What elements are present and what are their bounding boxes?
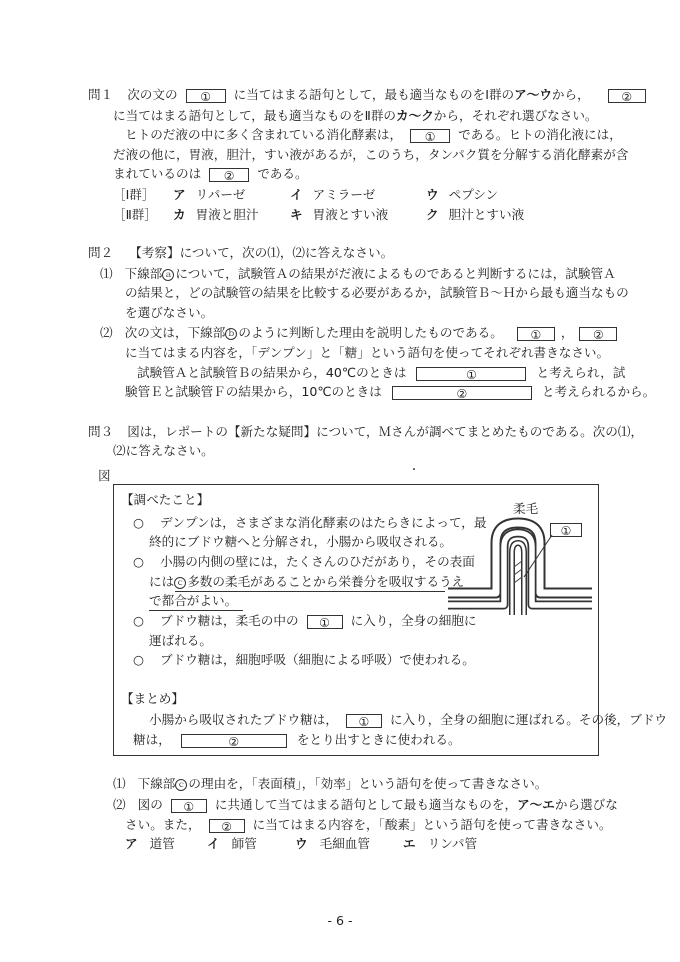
text: から， — [551, 87, 590, 102]
text: さい。また， — [125, 817, 201, 832]
sub-1-line-1 — [100, 265, 616, 283]
bullet-3-line-2: 運ばれる。 — [149, 633, 212, 648]
text: 小腸から吸収されたブドウ糖は， — [149, 712, 338, 727]
bullet-icon: ○ — [133, 515, 144, 530]
text: には — [149, 574, 175, 589]
text: の — [501, 87, 515, 102]
text: に共通して当てはまる語句として最も適当なものを， — [214, 797, 518, 812]
text: Ⅱ群 — [364, 108, 384, 123]
bullet-1-line-1 — [133, 514, 486, 532]
choice-text: 師管 — [231, 836, 257, 851]
sub-number: ⑵ — [113, 797, 126, 812]
text: から選びな — [554, 797, 618, 812]
answer-box-2: ② — [209, 819, 245, 833]
bullet-3-line-1 — [133, 612, 477, 630]
choice-item — [403, 835, 477, 853]
sub-number: ⑵ — [100, 325, 113, 340]
sub-number: ⑴ — [100, 266, 113, 281]
text: 下線部 — [137, 776, 176, 791]
choice-item — [207, 835, 257, 853]
answer-box-1: ① — [410, 129, 450, 143]
text: の — [383, 108, 397, 123]
sub-2-line-2: に当てはまる内容を，「デンプン」と「糖」という語句を使ってそれぞれ書きなさい。 — [125, 345, 610, 360]
choice-item — [290, 186, 375, 204]
bullet-icon: ○ — [133, 652, 144, 667]
choice-text: ペプシン — [448, 187, 499, 202]
sub-1 — [113, 775, 547, 793]
answer-box-2: ② — [181, 734, 287, 748]
sub-2-line-1 — [113, 796, 618, 814]
text: 糖は， — [133, 732, 171, 747]
choice-text: 毛細血管 — [319, 836, 370, 851]
question-number: 問２ — [88, 245, 114, 260]
choice-range: ア〜エ — [517, 797, 555, 812]
sub-1-line-2: の結果と，どの試験管の結果を比較する必要があるか，試験管Ｂ〜Ｈから最も適当なもの — [125, 285, 629, 300]
passage-line-2: だ液の他に，胃液，胆汁，すい液があるが，このうち，タンパク質を分解する消化酵素が含 — [113, 147, 629, 162]
choice-key: キ — [290, 207, 303, 222]
research-heading: 【調べたこと】 — [121, 492, 210, 507]
text: Ⅰ群 — [485, 87, 502, 102]
answer-box-1: ① — [171, 799, 207, 813]
text: である。 — [257, 166, 308, 181]
choice-range: ア〜ウ — [514, 87, 552, 102]
answer-box-1: ① — [186, 89, 226, 103]
text: に入り，全身の細胞に運ばれる。その後，ブドウ — [389, 712, 667, 727]
answer-box-1: ① — [550, 523, 582, 537]
villus-diagram — [440, 505, 600, 617]
choice-text: リパーゼ — [195, 187, 246, 202]
text: と考えられ，試 — [536, 365, 626, 380]
summary-heading: 【まとめ】 — [121, 691, 184, 706]
text: の理由を，「表面積」，「効率」という語句を使って書きなさい。 — [188, 776, 548, 791]
text: に当てはまる語句として，最も適当なものを — [113, 108, 365, 123]
underline — [149, 610, 243, 611]
answer-box-2: ② — [579, 327, 617, 341]
sub-2-line-1 — [100, 324, 617, 342]
text: まれているのは — [113, 166, 202, 181]
choice-text: 胃液とすい液 — [312, 207, 389, 222]
question-3-line-1 — [88, 423, 643, 441]
bullet-icon: ○ — [133, 613, 144, 628]
choice-item — [173, 206, 259, 224]
summary-line-1 — [149, 711, 667, 729]
text: ブドウ糖は，細胞呼吸（細胞による呼吸）で使われる。 — [160, 652, 475, 667]
answer-box-1: ① — [517, 327, 555, 341]
text: をとり出すときに使われる。 — [296, 732, 461, 747]
figure-label: 図 — [98, 468, 111, 483]
text: に当てはまる語句として，最も適当なものを — [233, 87, 486, 102]
choice-item — [290, 206, 388, 224]
group-2-label: ［Ⅱ群］ — [113, 207, 157, 222]
passage-line-3 — [113, 165, 308, 183]
choice-key: ウ — [426, 187, 439, 202]
choice-key: イ — [290, 187, 303, 202]
underline-mark: ｃ — [176, 577, 185, 587]
underline-mark: ｃ — [177, 779, 186, 789]
text: と考えられるから。 — [541, 384, 656, 399]
text: 図は，レポートの【新たな疑問】について，Ｍさんが調べてまとめたものである。次の⑴， — [127, 424, 644, 439]
answer-box-2: ② — [209, 168, 249, 182]
answer-box-2: ② — [392, 386, 532, 400]
answer-box-1: ① — [416, 367, 526, 381]
text: 次の文の — [127, 87, 178, 102]
choice-key: カ — [173, 207, 186, 222]
text: に当てはまる内容を，「酸素」という語句を使って書きなさい。 — [252, 817, 612, 832]
text: ， — [560, 325, 574, 340]
text: のように判断した理由を説明したものである。 — [238, 325, 503, 340]
choice-range: カ〜ク — [396, 108, 434, 123]
text: 次の文は，下線部 — [124, 325, 226, 340]
question-number: 問１ — [88, 87, 114, 102]
choice-key: ア — [173, 187, 186, 202]
sub-2-line-4 — [125, 383, 655, 401]
bullet-2-line-3: で都合がよい。 — [149, 593, 238, 608]
choice-item — [295, 835, 370, 853]
choice-key: ウ — [295, 836, 308, 851]
bullet-2-line-1 — [133, 553, 475, 571]
underline-mark: ｂ — [227, 328, 236, 338]
text: ブドウ糖は，柔毛の中の — [160, 613, 299, 628]
question-2-intro — [88, 244, 393, 262]
bullet-icon: ○ — [133, 554, 144, 569]
sub-number: ⑴ — [113, 776, 126, 791]
choice-text: 道管 — [149, 836, 175, 851]
question-number: 問３ — [88, 424, 114, 439]
text: 験管Ｅと試験管Ｆの結果から，10℃のときは — [125, 384, 382, 399]
text: 【考察】について，次の⑴，⑵に答えなさい。 — [129, 245, 394, 260]
underlined-text: 多数の柔毛があることから栄養分を吸収するうえ — [187, 574, 465, 589]
answer-box-2: ② — [608, 89, 646, 103]
underline-mark: ａ — [164, 269, 173, 279]
choice-item — [125, 835, 175, 853]
text: について，試験管Ａの結果がだ液によるものであると判断するには，試験管Ａ — [175, 266, 616, 281]
passage-line-1 — [125, 126, 622, 144]
answer-box-1: ① — [346, 714, 382, 728]
text: ヒトのだ液の中に多く含まれている消化酵素は， — [125, 127, 403, 142]
text: 下線部 — [124, 266, 163, 281]
choice-text: アミラーゼ — [312, 187, 376, 202]
text: に入り，全身の細胞に — [350, 613, 477, 628]
sub-2-line-2 — [125, 816, 612, 834]
choice-key: イ — [207, 836, 220, 851]
summary-line-2 — [133, 731, 461, 749]
text: 試験管Ａと試験管Ｂの結果から，40℃のときは — [137, 365, 407, 380]
sub-2-line-3 — [137, 364, 625, 382]
question-3-line-2: ⑵に答えなさい。 — [113, 443, 214, 458]
page-number: - 6 - — [327, 913, 353, 928]
text: である。ヒトの消化液には， — [458, 127, 622, 142]
choice-item — [426, 206, 524, 224]
choice-text: 胃液と胆汁 — [195, 207, 259, 222]
bullet-2-line-2 — [149, 573, 464, 591]
group-1-label: ［Ⅰ群］ — [113, 187, 155, 202]
bullet-4 — [133, 651, 475, 669]
question-1-line-1 — [88, 86, 646, 104]
text: 図の — [137, 797, 163, 812]
text: 小腸の内側の壁には，たくさんのひだがあり，その表面 — [160, 554, 475, 569]
villus-label: 柔毛 — [513, 501, 539, 516]
choice-key: ク — [426, 207, 439, 222]
choice-key: エ — [403, 836, 416, 851]
choice-item — [426, 186, 498, 204]
question-1-line-2 — [113, 107, 598, 125]
choice-text: 胆汁とすい液 — [448, 207, 525, 222]
choice-item — [173, 186, 245, 204]
text: デンプンは，さまざまな消化酵素のはたらきによって，最 — [160, 515, 487, 530]
dot-mark: ・ — [409, 465, 419, 476]
answer-box-1: ① — [307, 615, 343, 629]
choice-key: ア — [125, 836, 138, 851]
sub-1-line-3: を選びなさい。 — [125, 305, 214, 320]
bullet-1-line-2: 終的にブドウ糖へと分解され，小腸から吸収される。 — [149, 534, 453, 549]
text: から，それぞれ選びなさい。 — [433, 108, 598, 123]
choice-text: リンパ管 — [427, 836, 478, 851]
